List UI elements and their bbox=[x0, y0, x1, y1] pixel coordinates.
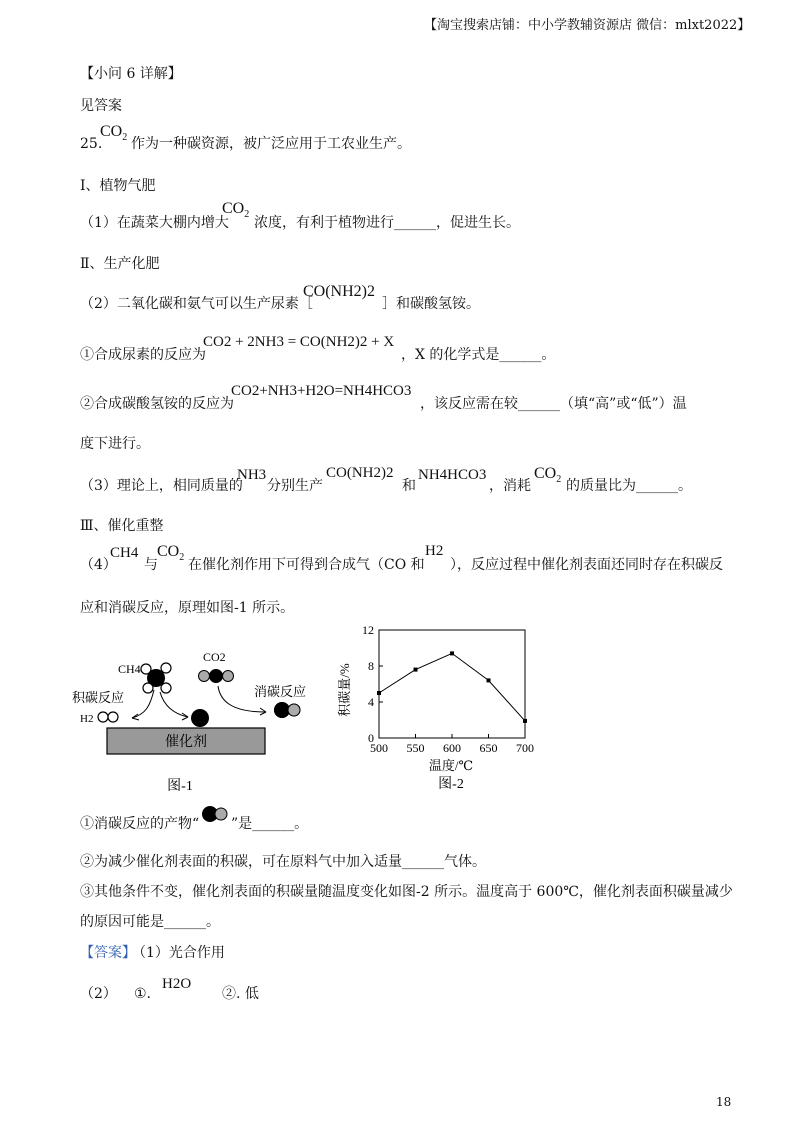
q4-2-text: ②为减少催化剂表面的积碳，可在原料气中加入适量______气体。 bbox=[80, 854, 486, 870]
q2-2-text-c: 度下进行。 bbox=[80, 436, 150, 452]
q4-1-text-a: ①消碳反应的产物“ bbox=[80, 816, 200, 832]
arrow-to-carbon bbox=[160, 692, 188, 717]
q1-text-a: （1）在蔬菜大棚内增大 bbox=[80, 215, 229, 231]
data-point bbox=[414, 668, 418, 672]
oxygen-atom bbox=[199, 671, 210, 682]
x-tick-label: 600 bbox=[443, 741, 461, 755]
question-intro: 作为一种碳资源，被广泛应用于工农业生产。 bbox=[131, 136, 411, 152]
y-tick-label: 0 bbox=[368, 731, 374, 745]
section-title-plant: Ⅰ、植物气肥 bbox=[80, 178, 156, 194]
q4-1-text-b: ”是______。 bbox=[231, 816, 309, 832]
q2-1-text-a: ①合成尿素的反应为 bbox=[80, 347, 206, 363]
y-axis-label: 积碳量/% bbox=[337, 663, 352, 717]
answer-2-1-value: H2O bbox=[162, 976, 192, 992]
q3-text-e: 的质量比为______。 bbox=[566, 478, 692, 494]
carbon-atom bbox=[209, 669, 223, 683]
nh4hco3-formula: NH4HCO3 bbox=[418, 467, 487, 483]
hydrogen-atom bbox=[141, 664, 151, 674]
series-line bbox=[379, 653, 525, 721]
header-shop-notice: 【淘宝搜索店铺：中小学教辅资源店 微信：mlxt2022】 bbox=[424, 18, 751, 33]
h2-label: H2 bbox=[80, 713, 94, 725]
q4-text-d: ），反应过程中催化剂表面还同时存在积碳反 bbox=[450, 557, 723, 573]
q4-3-text-a: ③其他条件不变，催化剂表面的积碳量随温度变化如图-2 所示。温度高于 600℃，催化剂表面积碳量减少 bbox=[80, 884, 733, 900]
y-tick-label: 8 bbox=[368, 659, 374, 673]
urea-equation: CO2 + 2NH3 = CO(NH2)2 + X bbox=[203, 334, 395, 350]
deposited-carbon bbox=[191, 709, 209, 727]
q3-text-d: ，消耗 bbox=[489, 478, 531, 494]
answer-2-number: （2） bbox=[80, 986, 117, 1002]
y-tick-label: 12 bbox=[362, 623, 374, 637]
q2-2-text-a: ②合成碳酸氢铵的反应为 bbox=[80, 396, 234, 412]
x-tick-label: 500 bbox=[370, 741, 388, 755]
ch4-formula: CH4 bbox=[110, 545, 139, 561]
arrow-to-h2 bbox=[132, 690, 154, 718]
data-point bbox=[487, 678, 491, 682]
figure-1-caption: 图-1 bbox=[167, 779, 193, 794]
plot-frame bbox=[379, 630, 525, 738]
co2-formula: $CO_2$ bbox=[157, 543, 185, 564]
x-tick-label: 700 bbox=[516, 741, 534, 755]
x-axis-label: 温度/℃ bbox=[428, 758, 474, 773]
co2-formula: $CO_2$ bbox=[534, 465, 562, 486]
co-product bbox=[276, 696, 306, 726]
q2-text-a: （2）二氧化碳和氨气可以生产尿素［ bbox=[80, 296, 313, 312]
answer-2-2: ②. 低 bbox=[222, 986, 259, 1002]
removal-label: 消碳反应 bbox=[254, 684, 307, 699]
q4-text-c: 在催化剂作用下可得到合成气（CO 和 bbox=[188, 557, 425, 573]
x-tick-label: 550 bbox=[406, 741, 425, 755]
hydrogen-atom bbox=[161, 683, 171, 693]
co2-formula: $CO_2$ bbox=[100, 123, 128, 144]
page-number: 18 bbox=[716, 1095, 732, 1109]
section-title-reforming: Ⅲ、催化重整 bbox=[80, 518, 164, 534]
x-tick-label: 650 bbox=[479, 741, 498, 755]
nh3-formula: NH3 bbox=[237, 467, 267, 483]
urea-formula: CO(NH2)2 bbox=[303, 283, 375, 300]
data-point bbox=[523, 719, 527, 723]
hydrogen-atom bbox=[143, 683, 153, 693]
q2-1-text-b: ，X 的化学式是______。 bbox=[401, 347, 556, 363]
reaction-diagram bbox=[70, 640, 307, 800]
q3-text-c: 和 bbox=[402, 478, 416, 494]
q3-text-b: 分别生产 bbox=[267, 478, 323, 494]
co2-formula: $CO_2$ bbox=[222, 200, 250, 221]
data-point bbox=[450, 651, 454, 655]
q1-text-b: 浓度，有利于植物进行______，促进生长。 bbox=[254, 215, 520, 231]
urea-formula: CO(NH2)2 bbox=[326, 465, 394, 481]
answer-2-1-label: ①. bbox=[134, 986, 152, 1002]
q4-text-a: （4） bbox=[80, 557, 117, 573]
h2-formula: H2 bbox=[425, 543, 444, 559]
deposition-label: 积碳反应 bbox=[72, 690, 125, 705]
q2-2-text-b: ，该反应需在较______（填“高”或“低”）温 bbox=[420, 396, 687, 412]
q4-text-e: 应和消碳反应，原理如图-1 所示。 bbox=[80, 600, 295, 616]
answer-tag: 【答案】 bbox=[80, 945, 136, 961]
co2-label: CO2 bbox=[203, 650, 226, 664]
answer-1: （1）光合作用 bbox=[132, 945, 225, 961]
hydrogen-atom bbox=[98, 712, 108, 722]
q4-3-text-b: 的原因可能是______。 bbox=[80, 914, 220, 930]
co-oxygen-atom bbox=[288, 704, 300, 716]
bicarbonate-equation: CO2+NH3+H2O=NH4HCO3 bbox=[231, 383, 412, 399]
q2-text-b: ］和碳酸氢铵。 bbox=[382, 296, 480, 312]
carbon-deposition-chart bbox=[335, 620, 545, 798]
ch4-label: CH4 bbox=[118, 662, 141, 676]
section-title-fertilizer: Ⅱ、生产化肥 bbox=[80, 256, 160, 272]
figure-2-caption: 图-2 bbox=[438, 777, 464, 792]
q4-text-b: 与 bbox=[144, 557, 158, 573]
question-number: 25. bbox=[80, 136, 103, 152]
y-tick-label: 4 bbox=[368, 695, 374, 709]
hydrogen-atom bbox=[108, 712, 118, 722]
hydrogen-atom bbox=[161, 663, 171, 673]
co-molecule-icon bbox=[200, 803, 230, 825]
catalyst-label: 催化剂 bbox=[165, 734, 207, 750]
subquestion-heading: 【小问 6 详解】 bbox=[80, 66, 182, 82]
see-answer-text: 见答案 bbox=[80, 98, 122, 114]
q3-text-a: （3）理论上，相同质量的 bbox=[80, 478, 243, 494]
oxygen-atom bbox=[223, 671, 234, 682]
data-point bbox=[377, 691, 381, 695]
